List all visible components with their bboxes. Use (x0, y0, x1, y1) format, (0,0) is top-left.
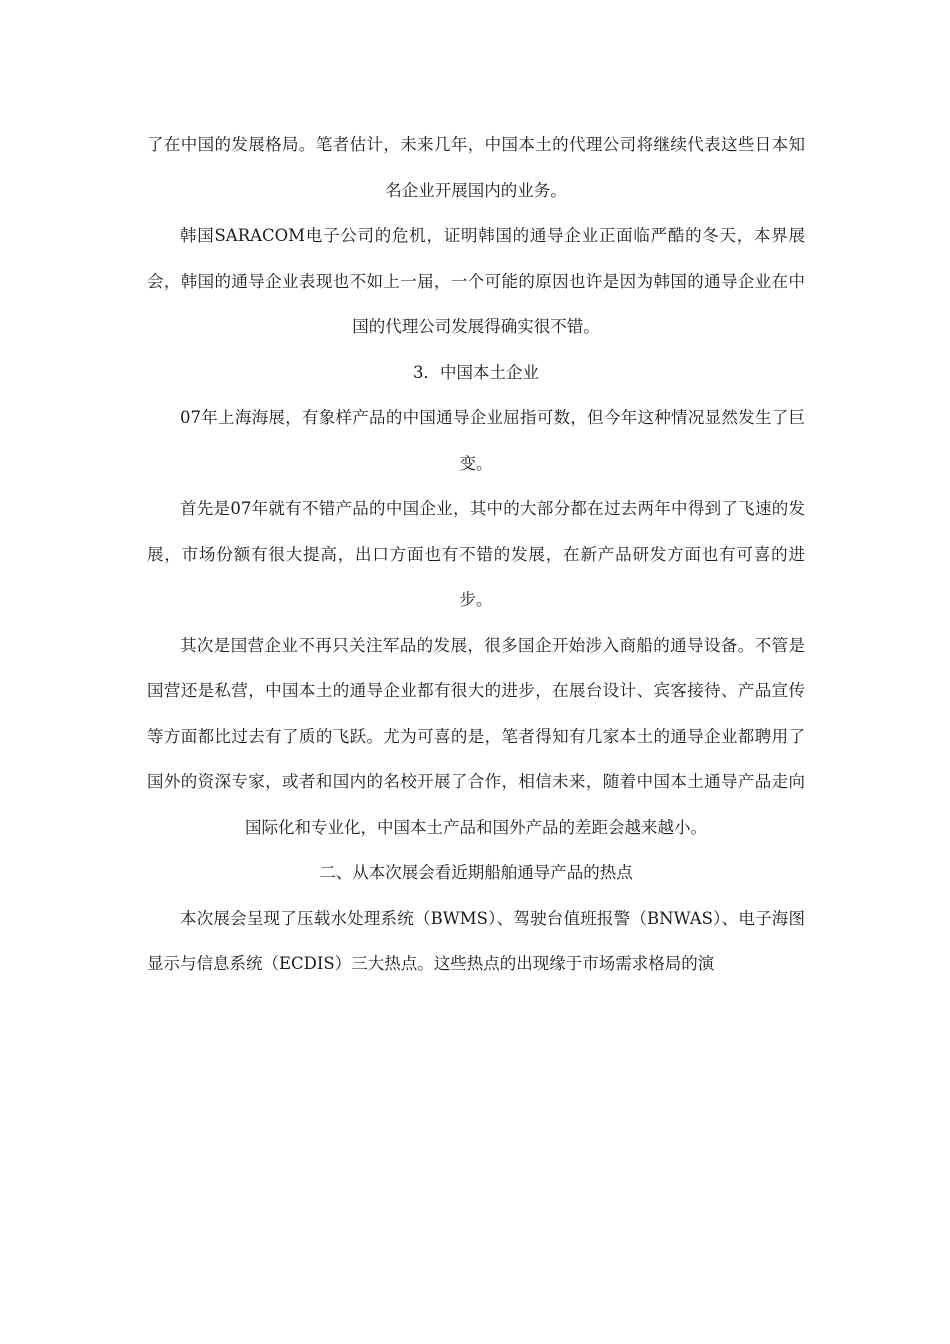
paragraph-hotspots-intro: 本次展会呈现了压载水处理系统（BWMS）、驾驶台值班报警（BNWAS）、电子海图显示与信息系统（ECDIS）三大热点。这些热点的出现缘于市场需求格局的演 (147, 908, 805, 973)
paragraph-korea-saracom: 韩国SARACOM电子公司的危机，证明韩国的通导企业正面临严酷的冬天，本界展会，韩国的通导企业表现也不如上一届，一个可能的原因也许是因为韩国的通导企业在中国的代理公司发展得确实很不错。 (147, 226, 805, 336)
section-heading-hotspots: 二、从本次展会看近期船舶通导产品的热点 (319, 863, 633, 882)
paragraph-continuation: 了在中国的发展格局。笔者估计，未来几年，中国本土的代理公司将继续代表这些日本知名企业开展国内的业务。 (147, 135, 805, 200)
section-heading-local-enterprises: 3．中国本土企业 (413, 362, 539, 382)
paragraph-second-point: 其次是国营企业不再只关注军品的发展，很多国企开始涉入商船的通导设备。不管是国营还是私营，中国本土的通导企业都有很大的进步，在展台设计、宾客接待、产品宣传等方面都比过去有了质的飞跃。尤为可喜的是，笔者得知有几家本土的通导企业都聘用了国外的资深专家，或者和国内的名校开展了合作，相信未来，随着中国本土通导产品走向国际化和专业化，中国本土产品和国外产品的差距会越来越小。 (147, 635, 805, 837)
document-body (147, 122, 805, 987)
paragraph-first-point: 首先是07年就有不错产品的中国企业，其中的大部分都在过去两年中得到了飞速的发展，市场份额有很大提高，出口方面也有不错的发展，在新产品研发方面也有可喜的进步。 (147, 499, 805, 609)
paragraph-shanghai-expo: 07年上海海展，有象样产品的中国通导企业屈指可数，但今年这种情况显然发生了巨变。 (180, 408, 805, 473)
